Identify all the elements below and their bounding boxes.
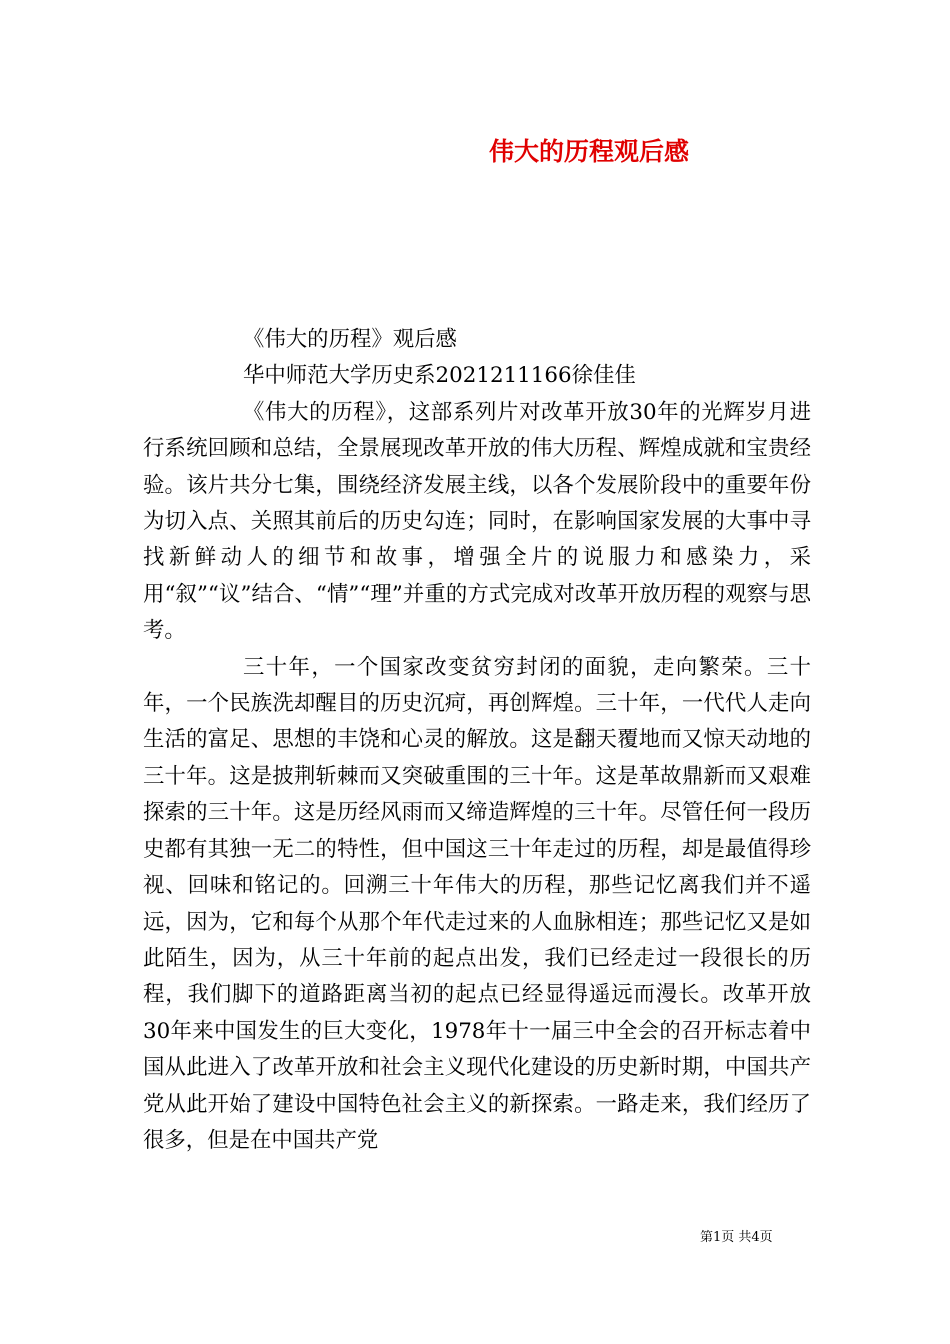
document-body: [143, 322, 811, 1159]
document-title: 伟大的历程观后感: [488, 137, 689, 166]
subtitle-paragraph: 《伟大的历程》观后感: [243, 327, 457, 352]
author-paragraph: 华中师范大学历史系2021211166徐佳佳: [243, 363, 636, 389]
body-paragraph: 三十年，一个国家改变贫穷封闭的面貌，走向繁荣。三十年，一个民族洗却醒目的历史沉疴，再创辉煌。三十年，一代代人走向生活的富足、思想的丰饶和心灵的解放。这是翻天覆地而又惊天动地的三十年。这是披荆斩棘而又突破重围的三十年。这是革故鼎新而又艰难探索的三十年。这是历经风雨而又缔造辉煌的三十年。尽管任何一段历史都有其独一无二的特性，但中国这三十年走过的历程，却是最值得珍视、回味和铭记的。回溯三十年伟大的历程，那些记忆离我们并不遥远，因为，它和每个从那个年代走过来的人血脉相连；那些记忆又是如此陌生，因为，从三十年前的起点出发，我们已经走过一段很长的历程，我们脚下的道路距离当初的起点已经显得遥远而漫长。改革开放30年来中国发生的巨大变化，1978年十一届三中全会的召开标志着中国从此进入了改革开放和社会主义现代化建设的历史新时期，中国共产党从此开始了建设中国特色社会主义的新探索。一路走来，我们经历了很多，但是在中国共产党: [143, 654, 811, 1153]
page-footer: 第1页 共4页: [700, 1230, 773, 1245]
intro-paragraph: 《伟大的历程》，这部系列片对改革开放30年的光辉岁月进行系统回顾和总结，全景展现改革开放的伟大历程、辉煌成就和宝贵经验。该片共分七集，围绕经济发展主线，以各个发展阶段中的重要年份为切入点、关照其前后的历史勾连；同时，在影响国家发展的大事中寻找新鲜动人的细节和故事，增强全片的说服力和感染力，采用“叙”“议”结合、“情”“理”并重的方式完成对改革开放历程的观察与思考。: [143, 399, 811, 644]
